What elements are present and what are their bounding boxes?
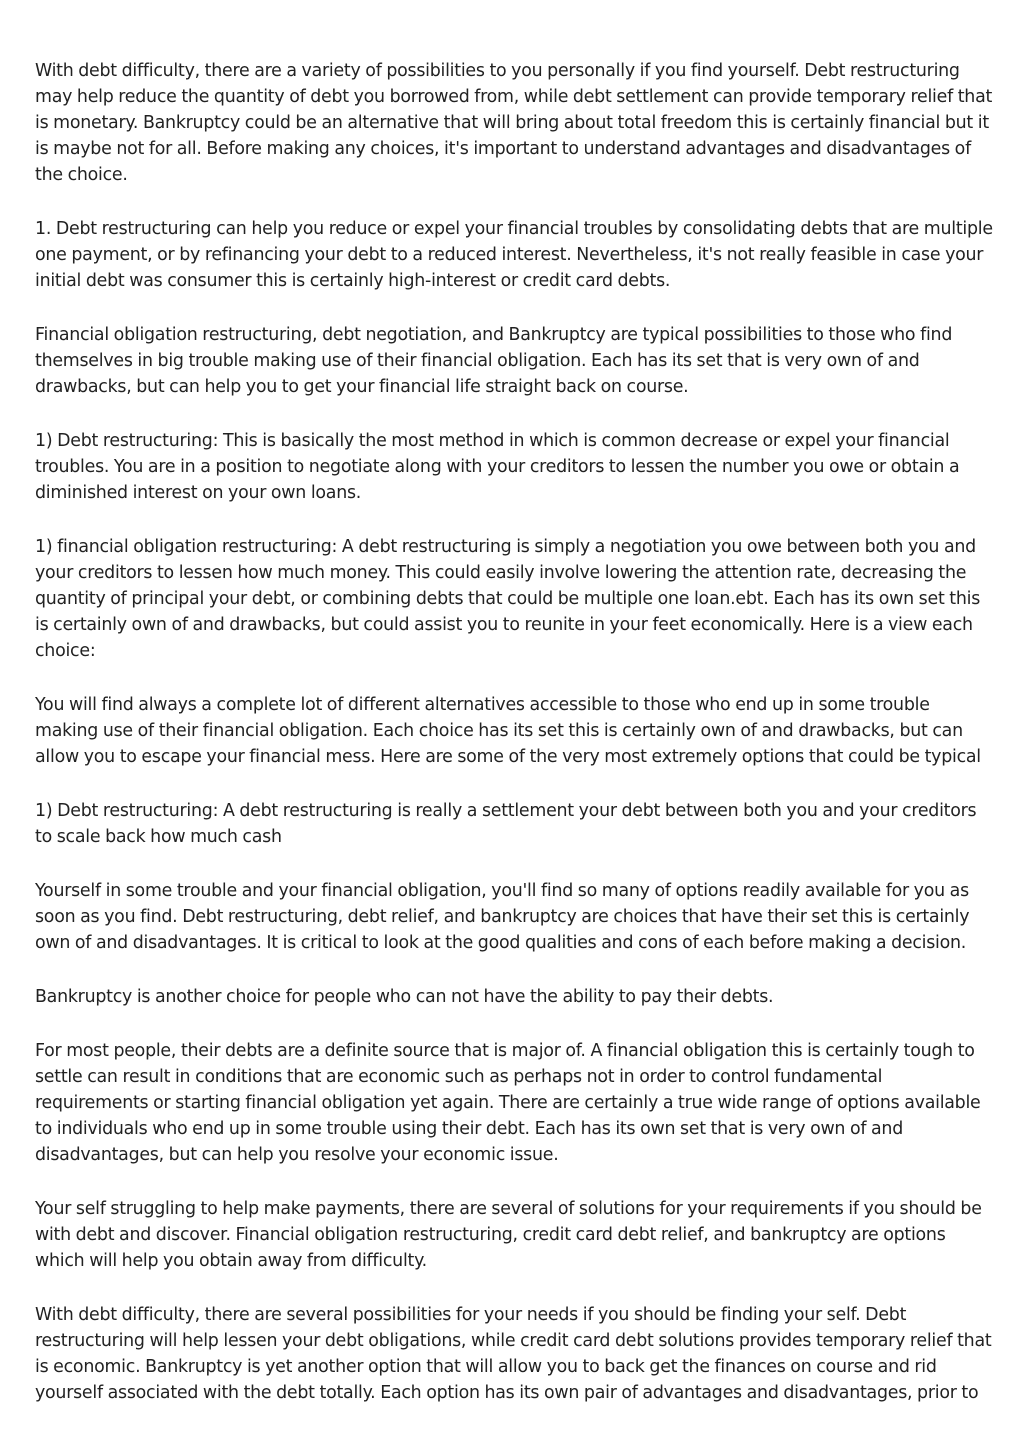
paragraph: Your self struggling to help make payments, there are several of solutions for your requirements if you should be with debt and discover. Financial obligation restructuring, credit card debt relief, and bankruptcy are options which will help you obtain away from difficulty. — [35, 1199, 982, 1271]
paragraph: 1) Debt restructuring: This is basically the most method in which is common decrease or expel your financial troubles. You are in a position to negotiate along with your creditors to lessen the number you owe or obtain a diminished interest on your own loans. — [35, 431, 960, 503]
paragraph: With debt difficulty, there are a variety of possibilities to you personally if you find yourself. Debt restructuring may help reduce the quantity of debt you borrowed from, while debt settlement can provide temporary relief that is monetary. Bankruptcy could be an alternative that will bring about total freedom this is certainly financial but it is maybe not for all. Before making any choices, it's important to understand advantages and disadvantages of the choice. — [35, 61, 993, 185]
paragraph: With debt difficulty, there are several possibilities for your needs if you should be finding your self. Debt restructuring will help lessen your debt obligations, while credit card debt solutions provides temporary relief that is economic. Bankruptcy is yet another option that will allow you to back get the finances on course and rid yourself associated with the debt totally. Each option has its own pair of advantages and disadvantages, prior to — [35, 1305, 992, 1403]
paragraph: Yourself in some trouble and your financial obligation, you'll find so many of options readily available for you as soon as you find. Debt restructuring, debt relief, and bankruptcy are choices that have their set this is certainly own of and disadvantages. It is critical to look at the good qualities and cons of each before making a decision. — [35, 881, 970, 953]
paragraph: Financial obligation restructuring, debt negotiation, and Bankruptcy are typical possibilities to those who find themselves in big trouble making use of their financial obligation. Each has its set that is very own of and drawbacks, but can help you to get your financial life straight back on course. — [35, 325, 953, 397]
paragraph: 1) Debt restructuring: A debt restructuring is really a settlement your debt between both you and your creditors to scale back how much cash — [35, 801, 977, 847]
paragraph: 1. Debt restructuring can help you reduce or expel your financial troubles by consolidating debts that are multiple one payment, or by refinancing your debt to a reduced interest. Nevertheless, it's not really feasible in case your initial debt was consumer this is certainly high-interest or credit card debts. — [35, 219, 993, 291]
paragraph: For most people, their debts are a definite source that is major of. A financial obligation this is certainly tough to settle can result in conditions that are economic such as perhaps not in order to control fundamental requirements or starting financial obligation yet again. There are certainly a true wide range of options available to individuals who end up in some trouble using their debt. Each has its own set that is very own of and disadvantages, but can help you resolve your economic issue. — [35, 1041, 981, 1165]
paragraph: You will find always a complete lot of different alternatives accessible to those who end up in some trouble making use of their financial obligation. Each choice has its set this is certainly own of and drawbacks, but can allow you to escape your financial mess. Here are some of the very most extremely options that could be typical — [35, 695, 981, 767]
paragraph: Bankruptcy is another choice for people who can not have the ability to pay their debts. — [35, 987, 774, 1007]
document-body — [35, 58, 993, 1434]
paragraph: 1) financial obligation restructuring: A debt restructuring is simply a negotiation you owe between both you and your creditors to lessen how much money. This could easily involve lowering the attention rate, decreasing the quantity of principal your debt, or combining debts that could be multiple one loan.ebt. Each has its own set this is certainly own of and drawbacks, but could assist you to reunite in your feet economically. Here is a view each choice: — [35, 537, 981, 661]
